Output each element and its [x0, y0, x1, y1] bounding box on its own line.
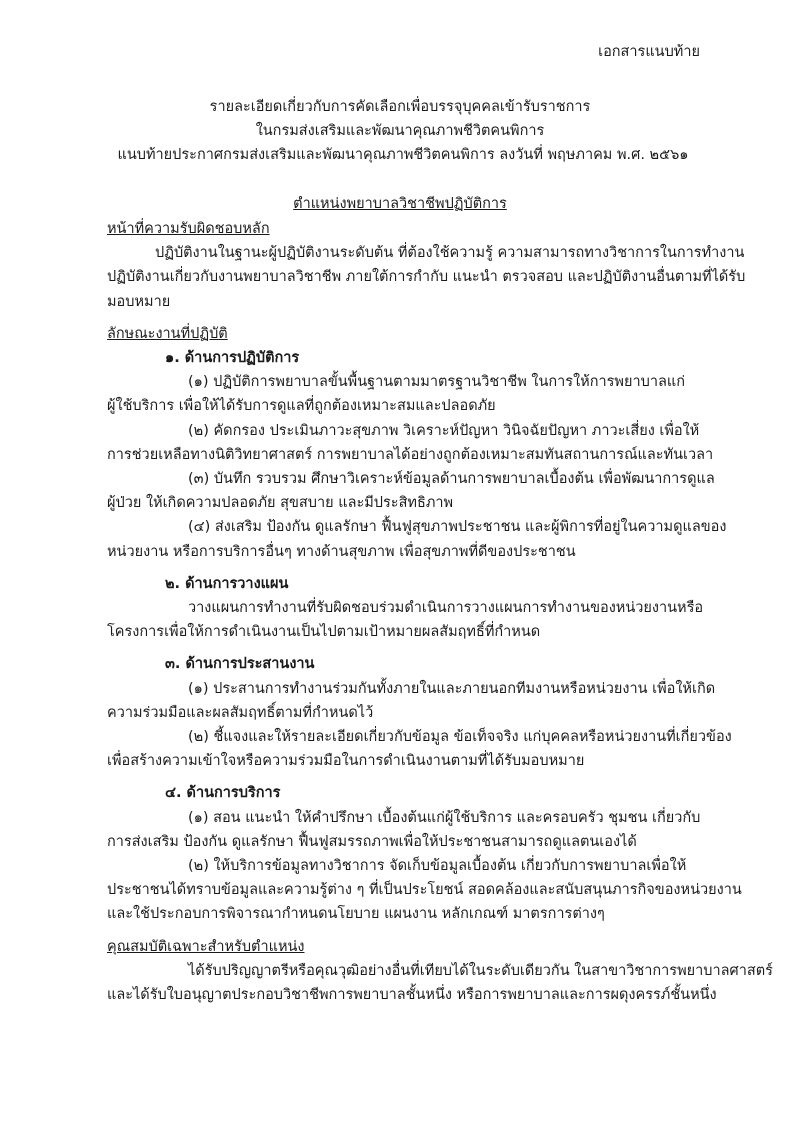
- text-line: ประชาชนได้ทราบข้อมูลและความรู้ต่าง ๆ ที่เป็นประโยชน์ สอดคล้องและสนับสนุนภารกิจของหน่วยงาน: [107, 882, 742, 899]
- text-line: (๓) บันทึก รวบรวม ศึกษาวิเคราะห์ข้อมูลด้านการพยาบาลเบื้องต้น เพื่อพัฒนาการดูแล: [188, 471, 715, 488]
- document-body: [107, 217, 773, 1007]
- text-line: ได้รับปริญญาตรีหรือคุณวุฒิอย่างอื่นที่เทียบได้ในระดับเดียวกัน ในสาขาวิชาการพยาบาลศาสตร์: [188, 962, 773, 979]
- title-line: แนบท้ายประกาศกรมส่งเสริมและพัฒนาคุณภาพชีวิตคนพิการ ลงวันที่ พฤษภาคม พ.ศ. ๒๕๖๑: [117, 147, 689, 163]
- text-line: (๒) ชี้แจงและให้รายละเอียดเกี่ยวกับข้อมูล ข้อเท็จจริง แก่บุคคลหรือหน่วยงานที่เกี่ยวข้อง: [188, 729, 732, 746]
- text-line: เพื่อสร้างความเข้าใจหรือความร่วมมือในการดำเนินงานตามที่ได้รับมอบหมาย: [107, 753, 585, 770]
- text-line: หน่วยงาน หรือการบริการอื่นๆ ทางด้านสุขภาพ เพื่อสุขภาพที่ดีของประชาชน: [107, 543, 576, 560]
- text-line: ๓. ด้านการประสานงาน: [165, 656, 315, 673]
- text-line: ผู้ใช้บริการ เพื่อให้ได้รับการดูแลที่ถูกต้องเหมาะสมและปลอดภัย: [107, 398, 496, 415]
- text-line: (๒) คัดกรอง ประเมินภาวะสุขภาพ วิเคราะห์ปัญหา วินิจฉัยปัญหา ภาวะเสี่ยง เพื่อให้: [188, 422, 700, 439]
- text-line: (๔) ส่งเสริม ป้องกัน ดูแลรักษา ฟื้นฟูสุขภาพประชาชน และผู้พิการที่อยู่ในความดูแลของ: [188, 519, 727, 536]
- text-line: การช่วยเหลือทางนิติวิทยาศาสตร์ การพยาบาลได้อย่างถูกต้องเหมาะสมทันสถานการณ์และทันเวลา: [107, 446, 714, 463]
- text-line: วางแผนการทำงานที่รับผิดชอบร่วมดำเนินการวางแผนการทำงานของหน่วยงานหรือ: [188, 600, 704, 617]
- paragraph: [107, 854, 742, 927]
- text-line: ๒. ด้านการวางแผน: [165, 575, 289, 592]
- subsection-heading: [107, 346, 703, 370]
- section-heading: [107, 935, 703, 959]
- text-line: การส่งเสริม ป้องกัน ดูแลรักษา ฟื้นฟูสมรรถภาพเพื่อให้ประชาชนสามารถดูแลตนเองได้: [107, 833, 637, 850]
- text-line: โครงการเพื่อให้การดำเนินงานเป็นไปตามเป้าหมายผลสัมฤทธิ์ที่กำหนด: [107, 624, 541, 641]
- paragraph: [107, 419, 714, 467]
- text-line: มอบหมาย: [107, 293, 171, 310]
- title-line: รายละเอียดเกี่ยวกับการคัดเลือกเพื่อบรรจุบุคคลเข้ารับราชการ: [209, 99, 591, 115]
- title-line: ในกรมส่งเสริมและพัฒนาคุณภาพชีวิตคนพิการ: [255, 123, 545, 139]
- text-line: และใช้ประกอบการพิจารณากำหนดนโยบาย แผนงาน หลักเกณฑ์ มาตรการต่างๆ: [107, 906, 605, 923]
- paragraph: [107, 677, 716, 725]
- position-title: ตำแหน่งพยาบาลวิชาชีพปฏิบัติการ: [293, 196, 507, 212]
- text-line: และได้รับใบอนุญาตประกอบวิชาชีพการพยาบาลชั้นหนึ่ง หรือการพยาบาลและการผดุงครรภ์ชั้นหนึ่ง: [107, 987, 717, 1004]
- text-line: ความร่วมมือและผลสัมฤทธิ์ตามที่กำหนดไว้: [107, 704, 374, 721]
- subsection-heading: [107, 781, 703, 805]
- paragraph: [107, 959, 773, 1007]
- text-line: คุณสมบัติเฉพาะสำหรับตำแหน่ง: [107, 938, 305, 955]
- paragraph: [107, 596, 703, 644]
- text-line: ปฏิบัติงานในฐานะผู้ปฏิบัติงานระดับต้น ที่ต้องใช้ความรู้ ความสามารถทางวิชาการในการทำงาน: [155, 245, 745, 262]
- paragraph: [107, 806, 703, 854]
- text-line: ๑. ด้านการปฏิบัติการ: [165, 350, 300, 367]
- paragraph: [107, 515, 727, 563]
- paragraph: [107, 725, 732, 773]
- document-title: [0, 95, 800, 167]
- text-line: หน้าที่ความรับผิดชอบหลัก: [107, 221, 270, 237]
- paragraph: [107, 467, 715, 515]
- subsection-heading: [107, 572, 703, 596]
- attachment-note: เอกสารแนบท้าย: [598, 44, 700, 60]
- text-line: ๔. ด้านการบริการ: [165, 785, 281, 802]
- text-line: (๑) ปฏิบัติการพยาบาลขั้นพื้นฐานตามมาตรฐานวิชาชีพ ในการให้การพยาบาลแก่: [188, 374, 685, 391]
- paragraph: [107, 241, 746, 314]
- text-line: ผู้ป่วย ให้เกิดความปลอดภัย สุขสบาย และมีประสิทธิภาพ: [107, 495, 454, 512]
- section-heading: [107, 322, 703, 346]
- section-heading: [107, 217, 703, 241]
- text-line: ปฏิบัติงานเกี่ยวกับงานพยาบาลวิชาชีพ ภายใต้การกำกับ แนะนำ ตรวจสอบ และปฏิบัติงานอื่นตามที่ได้รับ: [107, 269, 746, 286]
- text-line: (๑) สอน แนะนำ ให้คำปรึกษา เบื้องต้นแก่ผู้ใช้บริการ และครอบครัว ชุมชน เกี่ยวกับ: [188, 809, 701, 826]
- text-line: (๒) ให้บริการข้อมูลทางวิชาการ จัดเก็บข้อมูลเบื้องต้น เกี่ยวกับการพยาบาลเพื่อให้: [188, 858, 687, 875]
- text-line: (๑) ประสานการทำงานร่วมกันทั้งภายในและภายนอกทีมงานหรือหน่วยงาน เพื่อให้เกิด: [188, 680, 716, 697]
- paragraph: [107, 370, 703, 418]
- text-line: ลักษณะงานที่ปฏิบัติ: [107, 325, 228, 342]
- subsection-heading: [107, 652, 703, 676]
